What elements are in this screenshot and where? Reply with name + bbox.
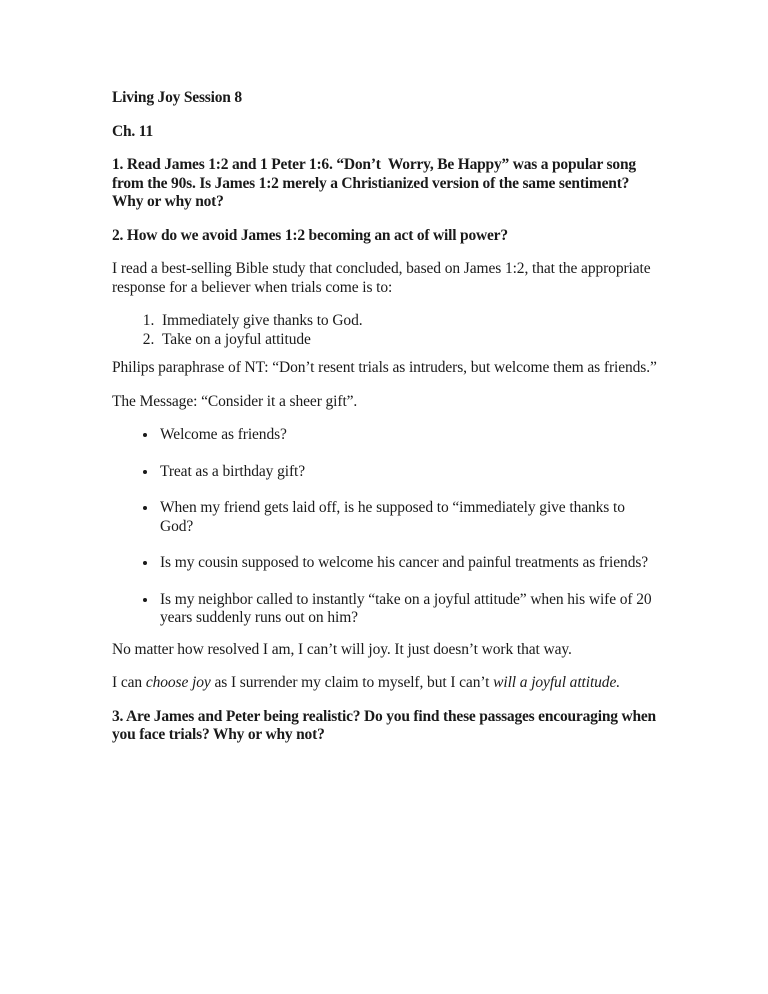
choose-italic-2: will a joyful attitude.: [493, 674, 621, 691]
numbered-item: 2. Take on a joyful attitude: [158, 331, 658, 350]
choose-part-2: as I surrender my claim to myself, but I can’t: [210, 674, 494, 691]
choose-italic-1: choose joy: [145, 674, 211, 691]
bullet-item: • When my friend gets laid off, is he supposed to “immediately give thanks to God?: [158, 499, 658, 536]
no-matter-paragraph: No matter how resolved I am, I can’t will joy. It just doesn’t work that way.: [112, 640, 572, 658]
chapter-heading: Ch. 11: [112, 122, 154, 140]
doc-title: Living Joy Session 8: [112, 89, 242, 106]
philips-paragraph: Philips paraphrase of NT: “Don’t resent trials as intruders, but welcome them as friends.”: [112, 359, 657, 376]
numbered-list: [112, 312, 658, 349]
intro-paragraph: I read a best-selling Bible study that concluded, based on James 1:2, that the appropriate response for a believer when trials come is to:: [112, 260, 655, 296]
question-1: 1. Read James 1:2 and 1 Peter 1:6. “Don’t Worry, Be Happy” was a popular song from the 90s. Is James 1:2 merely a Christianized version of the same sentiment? Why or why not?: [112, 156, 640, 210]
question-2: 2. How do we avoid James 1:2 becoming an act of will power?: [112, 226, 508, 244]
message-paragraph: The Message: “Consider it a sheer gift”.: [112, 392, 358, 410]
choose-joy-paragraph: [112, 674, 658, 693]
bullet-item: • Is my neighbor called to instantly “take on a joyful attitude” when his wife of 20 years suddenly runs out on him?: [158, 591, 658, 628]
bullet-list: [112, 426, 658, 628]
bullet-item: • Welcome as friends?: [158, 426, 658, 445]
numbered-item: 1. Immediately give thanks to God.: [158, 312, 658, 331]
choose-part-1: I can: [112, 674, 146, 691]
bullet-item: • Treat as a birthday gift?: [158, 463, 658, 482]
bullet-item: • Is my cousin supposed to welcome his cancer and painful treatments as friends?: [158, 554, 658, 573]
question-3: 3. Are James and Peter being realistic? Do you find these passages encouraging when you face trials? Why or why not?: [112, 707, 660, 743]
